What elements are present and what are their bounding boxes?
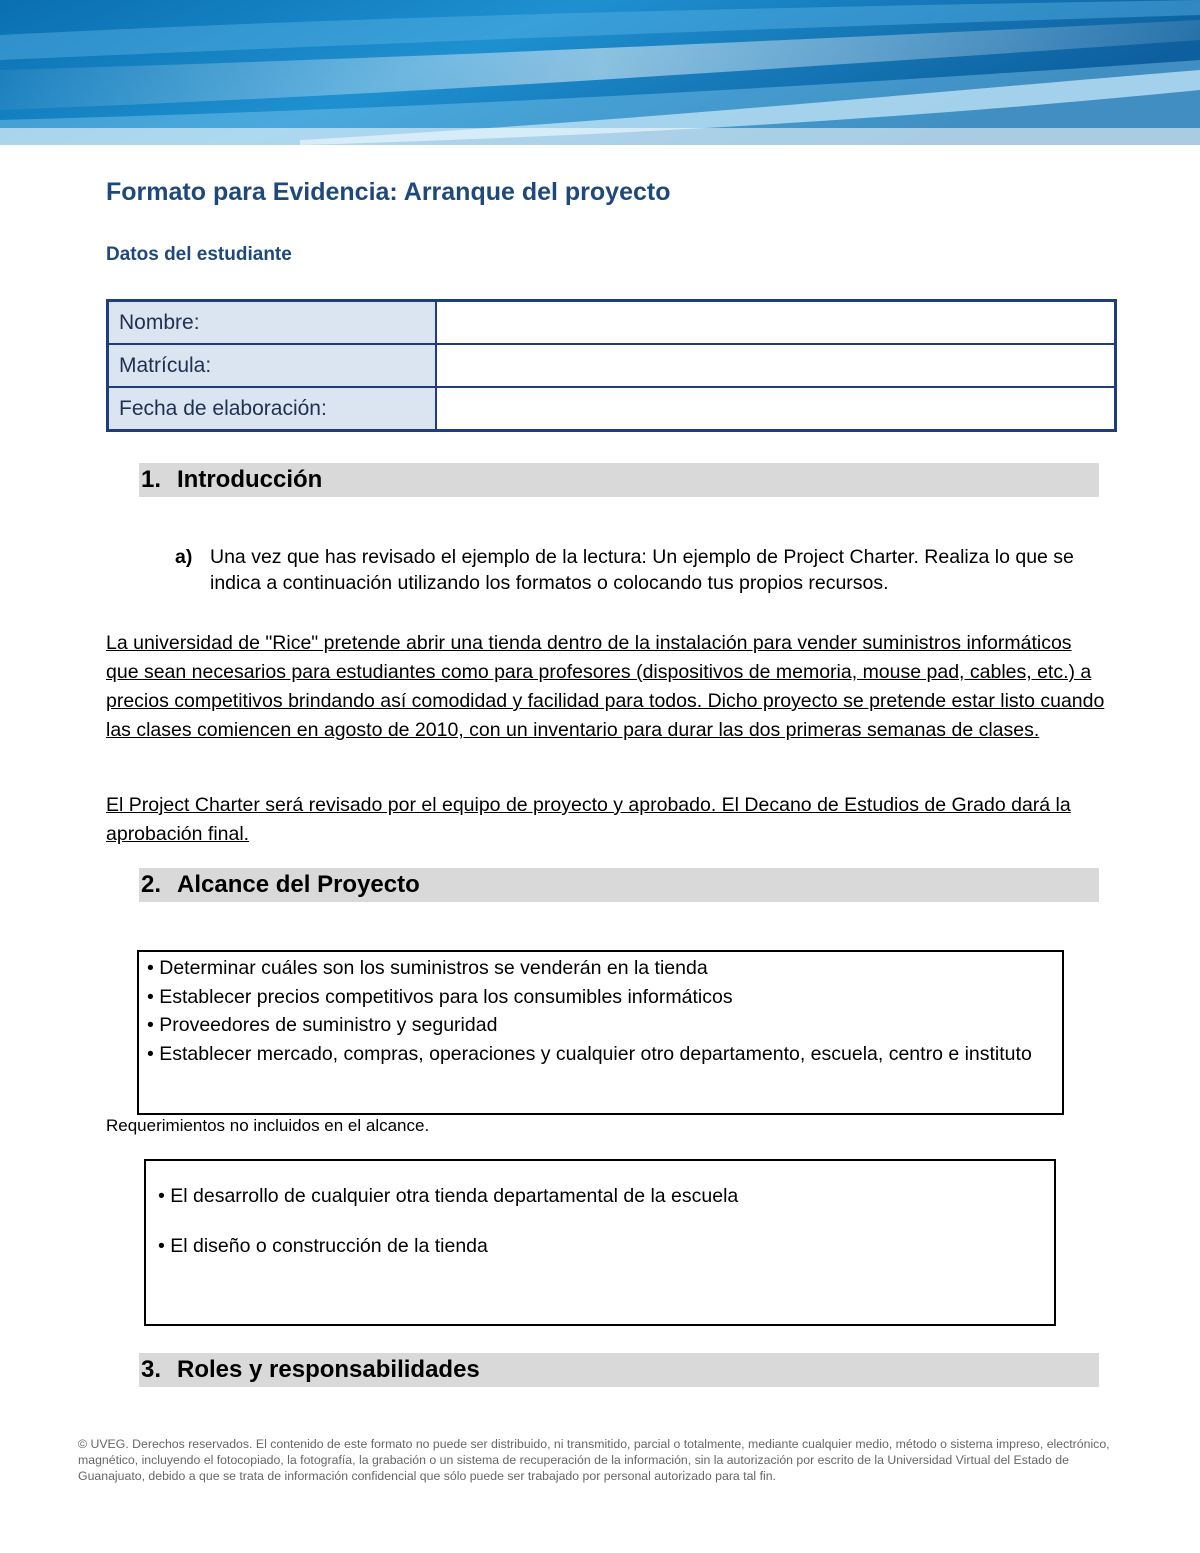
enrollment-field[interactable] xyxy=(436,344,1116,387)
table-row xyxy=(108,301,1116,345)
list-item: • Establecer precios competitivos para los consumibles informáticos xyxy=(147,985,733,1008)
section-heading-introduction xyxy=(139,463,1099,497)
enrollment-label: Matrícula: xyxy=(108,344,437,387)
item-marker: a) xyxy=(175,546,193,568)
list-item: • El diseño o construcción de la tienda xyxy=(158,1235,488,1257)
name-field[interactable] xyxy=(436,301,1116,345)
section-title: Introducción xyxy=(177,466,323,493)
excluded-requirements-label: Requerimientos no incluidos en el alcance. xyxy=(106,1116,430,1135)
section-number: 2. xyxy=(141,871,162,898)
table-row xyxy=(108,387,1116,431)
copyright-footer: © UVEG. Derechos reservados. El contenido de este formato no puede ser distribuido, ni transmitido, parcial o totalmente, mediante cualquier medio, método o sistema impreso, electrónico, magnético, incluyendo el fotocopiado, la fotografía, la grabación o un sistema de recuperación de la información, sin la autorización por escrito de la Universidad Virtual del Estado de Guanajuato, debido a que se trata de información confidencial que sólo puede ser trabajado por personal autorizado para tal fin. xyxy=(78,1437,1110,1483)
date-label: Fecha de elaboración: xyxy=(108,387,437,431)
list-item: • Determinar cuáles son los suministros se venderán en la tienda xyxy=(147,957,708,979)
scope-included-box xyxy=(137,950,1064,1115)
list-item: • El desarrollo de cualquier otra tienda departamental de la escuela xyxy=(158,1185,739,1207)
section-heading-roles xyxy=(139,1353,1099,1387)
list-item: • Establecer mercado, compras, operaciones y cualquier otro departamento, escuela, centro e instituto xyxy=(147,1042,1032,1065)
section-number: 1. xyxy=(141,466,162,493)
student-data-heading: Datos del estudiante xyxy=(106,244,292,265)
scope-excluded-box xyxy=(144,1159,1056,1326)
table-row xyxy=(108,344,1116,387)
section-number: 3. xyxy=(141,1356,162,1383)
approval-paragraph: El Project Charter será revisado por el equipo de proyecto y aprobado. El Decano de Estudios de Grado dará la aprobación final. xyxy=(106,794,1071,845)
section-heading-scope xyxy=(139,868,1099,902)
date-field[interactable] xyxy=(436,387,1116,431)
header-banner xyxy=(0,0,1200,145)
intro-paragraph: La universidad de "Rice" pretende abrir una tienda dentro de la instalación para vender suministros informáticos que sean necesarios para estudiantes como para profesores (dispositivos de memoria, mouse pad, cables, etc.) a precios competitivos brindando así comodidad y facilidad para todos. Dicho proyecto se pretende estar listo cuando las clases comiencen en agosto de 2010, con un inventario para durar las dos primeras semanas de clases. xyxy=(106,632,1105,741)
list-item: • Proveedores de suministro y seguridad xyxy=(147,1014,498,1036)
student-data-table xyxy=(106,299,1117,432)
instruction-item xyxy=(175,544,1085,596)
section-title: Alcance del Proyecto xyxy=(177,871,420,898)
document-title: Formato para Evidencia: Arranque del proyecto xyxy=(106,178,671,206)
section-title: Roles y responsabilidades xyxy=(177,1356,480,1383)
name-label: Nombre: xyxy=(108,301,437,345)
item-text: Una vez que has revisado el ejemplo de la lectura: Un ejemplo de Project Charter. Realiza lo que se indica a continuación utilizando los formatos o colocando tus propios recursos. xyxy=(210,546,1074,594)
